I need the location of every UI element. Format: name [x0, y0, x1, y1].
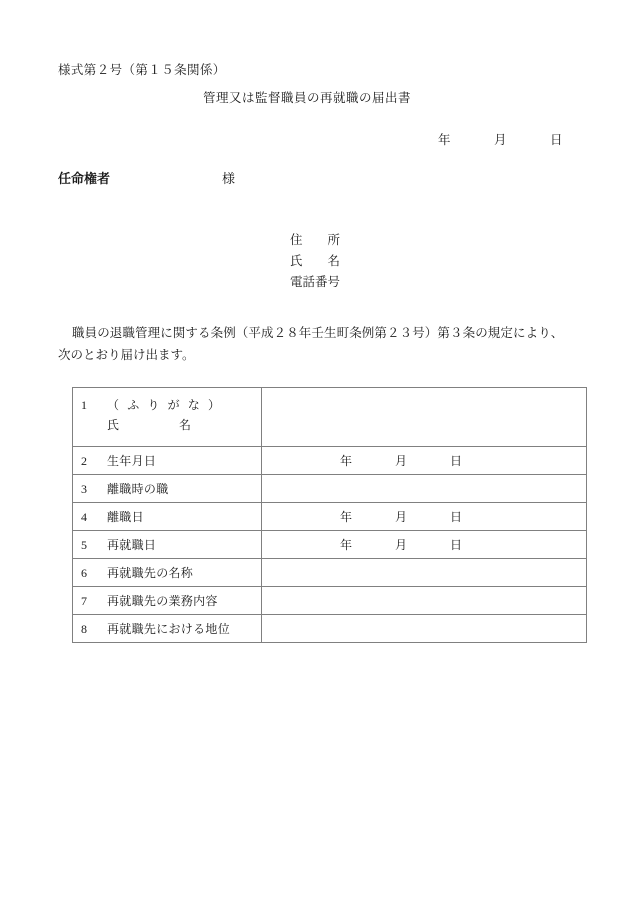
row-label-text: 生年月日: [107, 454, 157, 468]
date-year-label: 年: [340, 538, 353, 552]
date-month-label: 月: [395, 510, 408, 524]
row-value-employer-business[interactable]: [262, 587, 587, 615]
body-paragraph: [58, 322, 578, 366]
row-label-employer-business: [73, 587, 262, 615]
date-year-label: 年: [340, 454, 353, 468]
date-field-group: [262, 536, 586, 553]
date-day-label: 日: [550, 133, 563, 147]
row-number: 4: [81, 510, 87, 524]
date-month-label: 月: [494, 133, 507, 147]
table-row: [73, 559, 587, 587]
table-row: [73, 447, 587, 475]
row-label-text: 再就職先における地位: [107, 622, 231, 636]
sender-block: [290, 230, 340, 293]
row-number: 3: [81, 482, 87, 496]
table-row: [73, 587, 587, 615]
row-label-retirement-date: [73, 503, 262, 531]
row-number: 5: [81, 538, 87, 552]
body-line-1: 職員の退職管理に関する条例（平成２８年壬生町条例第２３号）第３条の規定により、: [72, 326, 564, 340]
date-field-group: [262, 508, 586, 525]
row-label-position-at-retirement: [73, 475, 262, 503]
row-label-text: 再就職先の名称: [107, 566, 194, 580]
row-label-text: 離職時の職: [107, 482, 169, 496]
furigana-label-group: [81, 388, 261, 435]
row-label-text: 離職日: [107, 510, 144, 524]
date-day-label: 日: [450, 538, 463, 552]
table-row: [73, 615, 587, 643]
row-number: 1: [81, 398, 90, 412]
furigana-label: （ ふ り が な ）: [107, 398, 223, 412]
date-day-label: 日: [450, 454, 463, 468]
row-value-name[interactable]: [262, 388, 587, 447]
row-number: 6: [81, 566, 87, 580]
addressee-label: 任命権者: [58, 171, 111, 186]
date-day-label: 日: [450, 510, 463, 524]
applicant-details-table: [72, 387, 587, 643]
row-label-reemployment-date: [73, 531, 262, 559]
row-label-birthdate: [73, 447, 262, 475]
row-value-position-at-retirement[interactable]: [262, 475, 587, 503]
row-label-name: [73, 388, 262, 447]
table-row: [73, 475, 587, 503]
addressee: [58, 168, 235, 187]
sender-name-label: 氏 名: [290, 254, 341, 268]
document-title: 管理又は監督職員の再就職の届出書: [203, 91, 412, 105]
body-line-2: 次のとおり届け出ます。: [58, 348, 195, 362]
table-row: [73, 388, 587, 447]
row-number: 2: [81, 454, 87, 468]
furigana-label-line: [81, 395, 261, 415]
form-number: 様式第２号（第１５条関係）: [58, 63, 226, 77]
row-value-birthdate[interactable]: [262, 447, 587, 475]
addressee-honorific: 様: [222, 171, 236, 186]
row-value-reemployment-date[interactable]: [262, 531, 587, 559]
row-number: 7: [81, 594, 87, 608]
sender-address-label: 住 所: [290, 233, 341, 247]
date-year-label: 年: [340, 510, 353, 524]
date-month-label: 月: [395, 538, 408, 552]
table-row: [73, 531, 587, 559]
submission-date-line: [438, 130, 563, 148]
givenname-label: 名: [179, 418, 192, 432]
row-value-employer-position[interactable]: [262, 615, 587, 643]
surname-label: 氏: [107, 418, 120, 432]
name-label-line: [81, 415, 261, 435]
row-label-employer-name: [73, 559, 262, 587]
row-number: 8: [81, 622, 87, 636]
date-field-group: [262, 452, 586, 469]
row-label-text: 再就職先の業務内容: [107, 594, 218, 608]
row-label-text: 再就職日: [107, 538, 157, 552]
date-year-label: 年: [438, 133, 451, 147]
date-month-label: 月: [395, 454, 408, 468]
sender-phone-label: 電話番号: [290, 275, 341, 289]
row-value-employer-name[interactable]: [262, 559, 587, 587]
table-row: [73, 503, 587, 531]
row-value-retirement-date[interactable]: [262, 503, 587, 531]
row-label-employer-position: [73, 615, 262, 643]
